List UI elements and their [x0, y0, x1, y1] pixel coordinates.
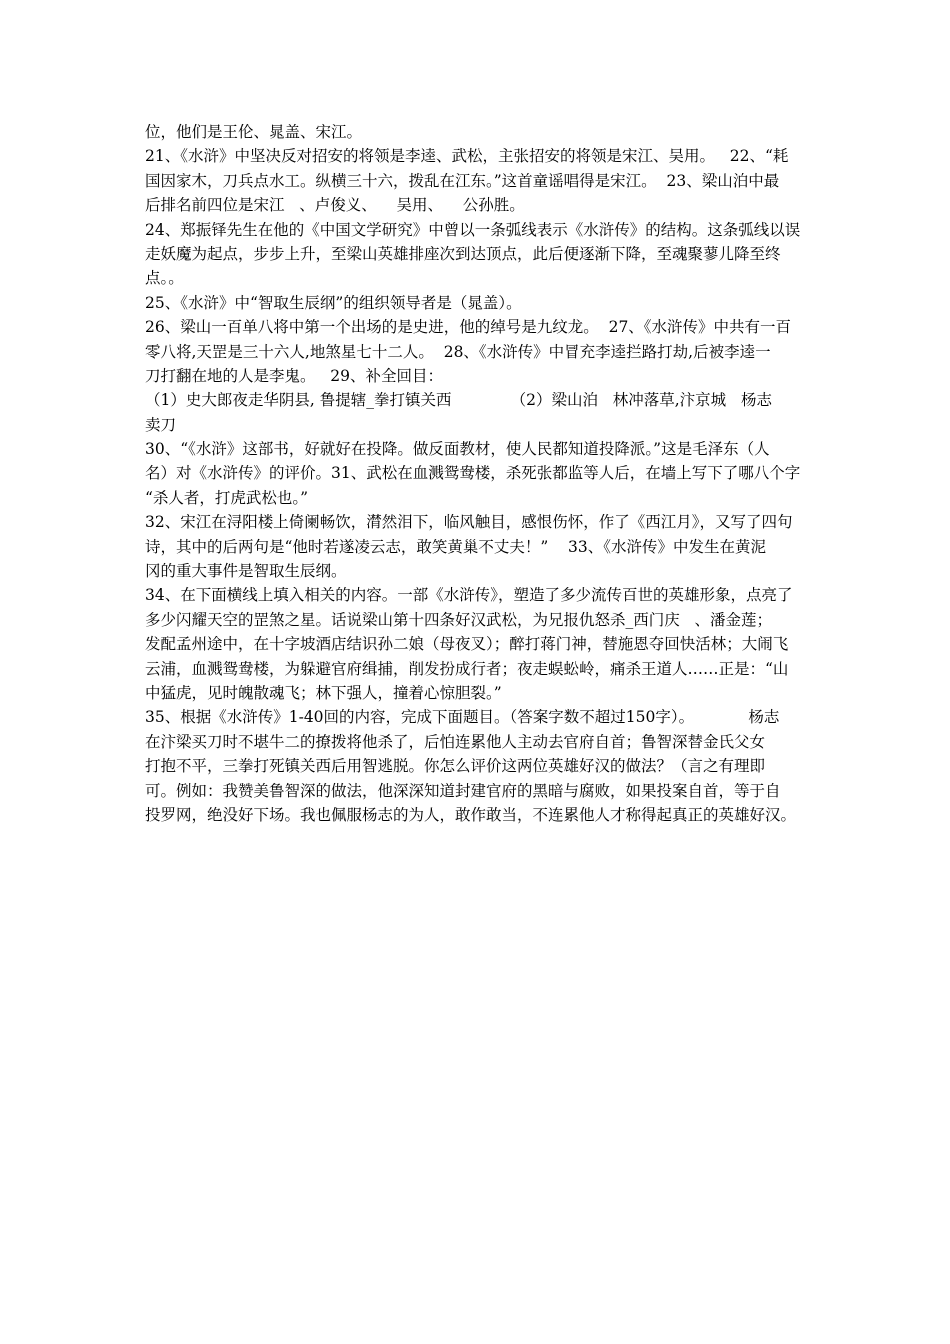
- text-line: 国因家木，刀兵点水工。纵横三十六，拨乱在江东。”这首童谣唱得是宋江。 23、梁山泊中最: [145, 171, 780, 190]
- text-line: 走妖魔为起点，步步上升，至梁山英雄排座次到达顶点，此后便逐渐下降，至魂聚蓼儿降至终: [145, 244, 781, 263]
- text-line: “杀人者，打虎武松也。”: [145, 488, 309, 507]
- text-line: 中猛虎，见时魄散魂飞；林下强人，撞着心惊胆裂。”: [145, 683, 502, 702]
- text-line: 冈的重大事件是智取生辰纲。: [145, 562, 347, 581]
- text-line: 投罗网，绝没好下场。我也佩服杨志的为人，敢作敢当，不连累他人才称得起真正的英雄好汉。: [145, 805, 797, 824]
- text-line: 26、梁山一百单八将中第一个出场的是史进，他的绰号是九纹龙。 27、《水浒传》中共有一百: [145, 318, 792, 337]
- text-line: 35、根据《水浒传》1-40回的内容，完成下面题目。（答案字数不超过150字）。 杨志: [145, 708, 780, 727]
- text-line: 发配孟州途中，在十字坡酒店结识孙二娘（母夜叉）；醉打蒋门神，替施恩夺回快活林；大闹飞: [145, 635, 789, 654]
- text-line: 25、《水浒》中“智取生辰纲”的组织领导者是（晁盖）。: [145, 293, 522, 312]
- text-line: 位，他们是王伦、晁盖、宋江。: [145, 123, 363, 141]
- text-line: 可。例如：我赞美鲁智深的做法，他深深知道封建官府的黑暗与腐败，如果投案自首，等于自: [145, 781, 781, 800]
- text-line: 32、宋江在浔阳楼上倚阑畅饮，潸然泪下，临风触目，感恨伤怀，作了《西江月》，又写了四句: [145, 513, 793, 532]
- text-line: 后排名前四位是宋江 、卢俊义、 吴用、 公孙胜。: [145, 196, 525, 215]
- text-line: 34、在下面横线上填入相关的内容。一部《水浒传》，塑造了多少流传百世的英雄形象，点亮了: [145, 586, 793, 605]
- text-line: （1）史大郎夜走华阴县, 鲁提辖_拳打镇关西 （2）梁山泊 林冲落草,汴京城 杨志: [145, 391, 772, 410]
- text-line: 云浦，血溅鸳鸯楼，为躲避官府缉捕，削发扮成行者；夜走蜈蚣岭，痛杀王道人……正是：“山: [145, 659, 789, 678]
- text-line: 30、“《水浒》这部书，好就好在投降。做反面教材，使人民都知道投降派。”这是毛泽东（人: [145, 440, 770, 459]
- text-line: 打抱不平，三拳打死镇关西后用智逃脱。你怎么评价这两位英雄好汉的做法？（言之有理即: [145, 757, 766, 776]
- document-body: [145, 120, 825, 827]
- text-line: 名）对《水浒传》的评价。31、武松在血溅鸳鸯楼，杀死张都监等人后，在墙上写下了哪八个字: [145, 464, 801, 483]
- text-line: 21、《水浒》中坚决反对招安的将领是李逵、武松，主张招安的将领是宋江、吴用。 22、“耗: [145, 147, 789, 166]
- text-line: 多少闪耀天空的罡煞之星。话说梁山第十四条好汉武松，为兄报仇怒杀_西门庆 、潘金莲；: [145, 610, 773, 629]
- text-line: 零八将,天罡是三十六人,地煞星七十二人。 28、《水浒传》中冒充李逵拦路打劫,后被李逵一: [145, 342, 771, 361]
- text-line: 刀打翻在地的人是李鬼。 29、补全回目：: [145, 366, 444, 385]
- text-line: 在汴梁买刀时不堪牛二的撩拨将他杀了，后怕连累他人主动去官府自首；鲁智深替金氏父女: [145, 732, 766, 751]
- text-line: 24、郑振铎先生在他的《中国文学研究》中曾以一条弧线表示《水浒传》的结构。这条弧线以误: [145, 220, 801, 239]
- text-line: 点。。: [145, 269, 184, 288]
- text-line: 卖刀: [145, 415, 177, 434]
- text-line: 诗，其中的后两句是“他时若遂凌云志，敢笑黄巢不丈夫！” 33、《水浒传》中发生在黄泥: [145, 537, 767, 556]
